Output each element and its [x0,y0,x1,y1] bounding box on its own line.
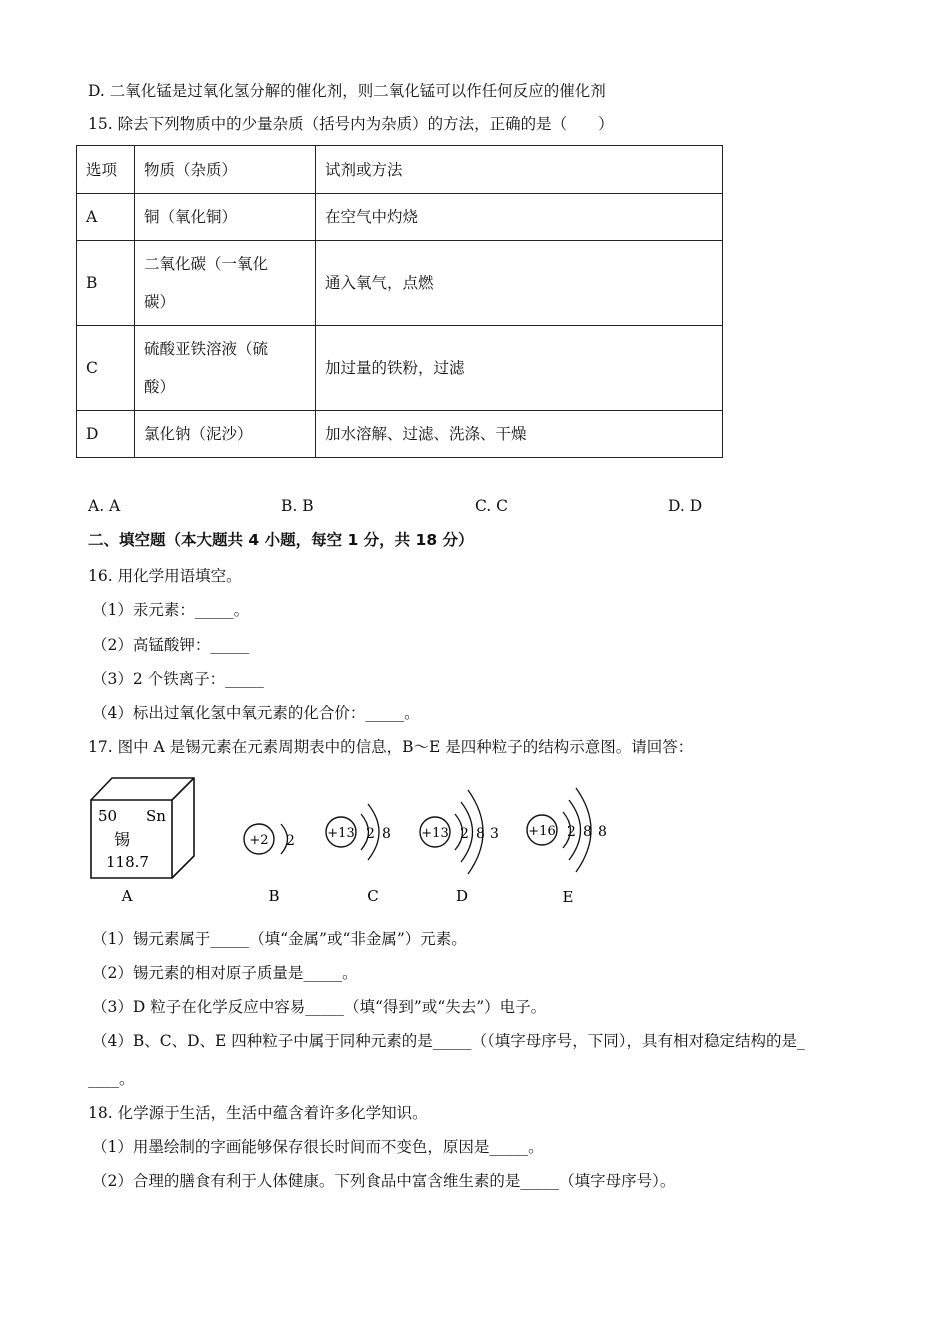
q17-stem: 17. 图中 A 是锡元素在元素周期表中的信息，B～E 是四种粒子的结构示意图。请回答： [88,738,694,756]
q15-stem: 15. 除去下列物质中的少量杂质（括号内为杂质）的方法，正确的是（ ） [88,115,614,133]
table-row [77,326,723,411]
q16-item: （4）标出过氧化氢中氧元素的化合价：_____。 [92,704,420,722]
substance-line: 硫酸亚铁溶液（硫 [144,340,269,358]
row-option: A [77,194,135,241]
choice-d: D. D [668,497,703,515]
q17-item: （3）D 粒子在化学反应中容易_____（填“得到”或“失去”）电子。 [92,998,547,1016]
nucleus-charge: +2 [249,833,269,848]
figure-label: E [562,888,574,906]
q15-table [76,145,723,458]
table-row [77,194,723,241]
shell-electrons: 2 [460,826,469,842]
particle-b [244,824,295,854]
header-option: 选项 [77,146,135,194]
q16-stem: 16. 用化学用语填空。 [88,567,242,585]
row-substance: 氯化钠（泥沙） [135,411,316,458]
shell-electrons: 8 [583,824,592,840]
shell-electrons: 2 [567,824,576,840]
nucleus-charge: +16 [528,824,556,839]
q16-item: （3）2 个铁离子：_____ [92,670,264,688]
row-method: 加水溶解、过滤、洗涤、干燥 [316,411,723,458]
element-symbol: Sn [146,807,166,825]
substance-line: 二氧化碳（一氧化 [144,255,269,273]
particle-c [326,804,391,860]
atom-structure-figure [86,772,626,912]
row-option: C [77,326,135,411]
q18-item: （2）合理的膳食有利于人体健康。下列食品中富含维生素的是_____（填字母序号）。 [92,1172,676,1190]
row-substance [135,326,316,411]
shell-electrons: 2 [286,833,295,849]
choice-b: B. B [281,497,314,515]
particle-e [527,788,607,872]
atomic-number: 50 [98,807,118,825]
shell-electrons: 8 [476,826,485,842]
choice-a: A. A [88,497,121,515]
row-option: B [77,241,135,326]
shell-electrons: 8 [382,826,391,842]
row-substance [135,241,316,326]
figure-label: D [455,887,469,905]
shell-electrons: 3 [490,826,499,842]
shell-electrons: 8 [598,824,607,840]
q17-item: （1）锡元素属于_____（填“金属”或“非金属”）元素。 [92,930,467,948]
table-row [77,241,723,326]
q14-option-d: D. 二氧化锰是过氧化氢分解的催化剂，则二氧化锰可以作任何反应的催化剂 [88,82,606,100]
table-row [77,411,723,458]
q18-item: （1）用墨绘制的字画能够保存很长时间而不变色，原因是_____。 [92,1138,544,1156]
figure-label: C [367,887,379,905]
header-substance: 物质（杂质） [135,146,316,194]
figure-label: B [268,887,280,905]
nucleus-charge: +13 [421,826,449,841]
row-option: D [77,411,135,458]
q17-item: （2）锡元素的相对原子质量是_____。 [92,964,358,982]
shell-electrons: 2 [366,826,375,842]
atomic-mass: 118.7 [106,853,149,871]
row-method: 通入氧气，点燃 [316,241,723,326]
table-header-row [77,146,723,194]
choice-c: C. C [475,497,509,515]
q17-item-continued: ____。 [88,1070,135,1088]
q16-item: （1）汞元素：_____。 [92,601,250,619]
row-method: 加过量的铁粉，过滤 [316,326,723,411]
q18-stem: 18. 化学源于生活，生活中蕴含着许多化学知识。 [88,1104,428,1122]
nucleus-charge: +13 [327,826,355,841]
row-substance: 铜（氧化铜） [135,194,316,241]
substance-line: 碳） [144,293,176,311]
q17-item: （4）B、C、D、E 四种粒子中属于同种元素的是_____（（填字母序号，下同），具有相对稳定结构的是_ [92,1032,805,1050]
q16-item: （2）高锰酸钾：_____ [92,636,250,654]
header-method: 试剂或方法 [316,146,723,194]
substance-line: 酸） [144,378,176,396]
figure-label: A [121,887,133,905]
particle-d [420,790,499,874]
row-method: 在空气中灼烧 [316,194,723,241]
section-title: 二、填空题（本大题共 4 小题，每空 1 分，共 18 分） [88,531,474,549]
element-name: 锡 [114,830,131,849]
